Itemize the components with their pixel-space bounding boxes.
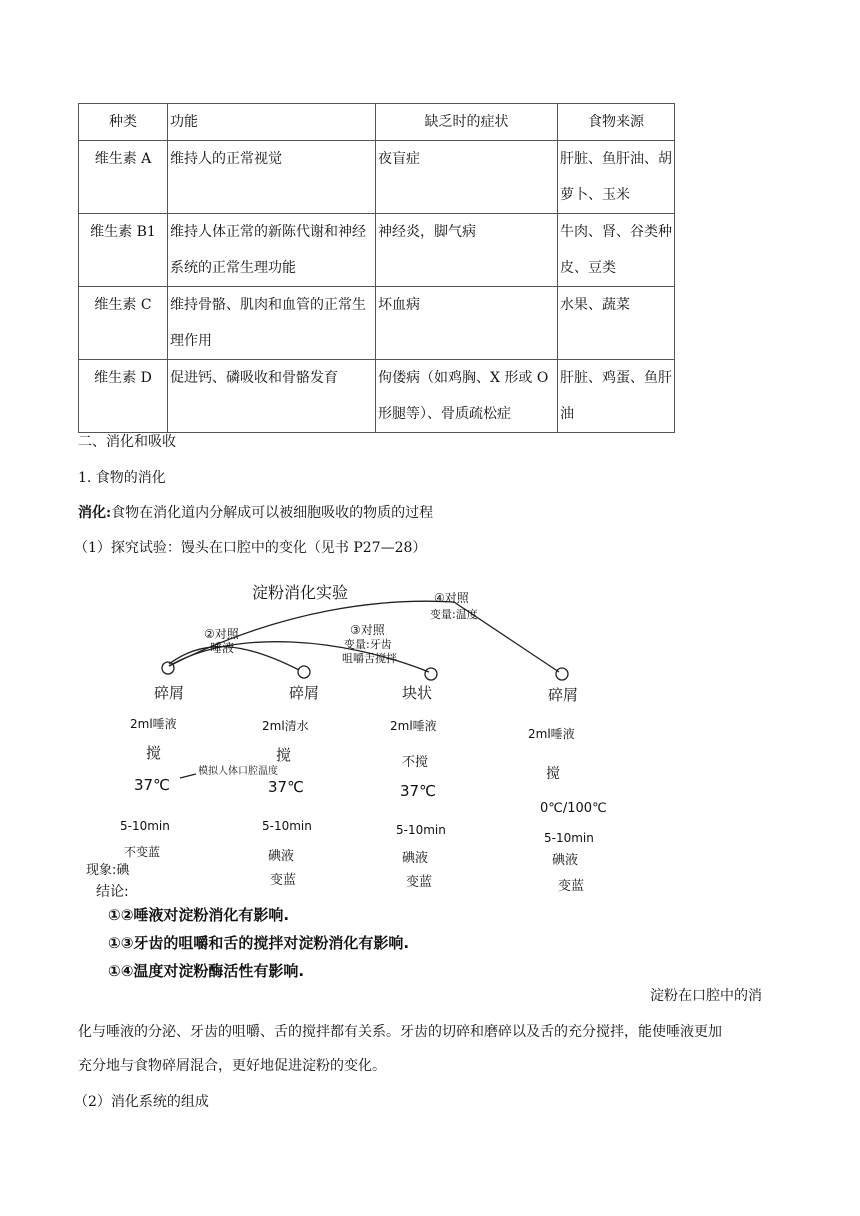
tube-1-liquid: 2ml唾液 <box>130 717 177 731</box>
conclusion-2: ①③牙齿的咀嚼和舌的搅拌对淀粉消化有影响. <box>108 934 410 952</box>
tube-2-temp: 37℃ <box>268 778 304 796</box>
cell-type: 维生素 B1 <box>79 214 168 287</box>
subsection-digestion: 1. 食物的消化 <box>78 470 166 486</box>
tube-2-iodine: 碘液 <box>268 849 295 864</box>
cell-type: 维生素 A <box>79 141 168 214</box>
tube-1-time: 5-10min <box>120 819 170 833</box>
tube-3-stir: 不搅 <box>402 755 429 770</box>
cell-type: 维生素 D <box>79 360 168 433</box>
header-function: 功能 <box>168 104 376 141</box>
tube-3-liquid: 2ml唾液 <box>390 719 437 733</box>
header-symptom: 缺乏时的症状 <box>376 104 558 141</box>
table-row <box>79 287 675 360</box>
phenomenon-label: 现象:碘 <box>86 863 130 878</box>
subsection-digestive-system: （2）消化系统的组成 <box>74 1094 209 1110</box>
vitamin-table <box>78 103 675 433</box>
conclusion-3: ①④温度对淀粉酶活性有影响. <box>108 962 305 980</box>
cell-source: 牛肉、肾、谷类种皮、豆类 <box>558 214 675 287</box>
cell-symptom: 坏血病 <box>376 287 558 360</box>
tube-4-result: 变蓝 <box>558 879 585 894</box>
tube-2-time: 5-10min <box>262 819 312 833</box>
tube-4-liquid: 2ml唾液 <box>528 727 575 741</box>
cell-function: 促进钙、磷吸收和骨骼发育 <box>168 360 376 433</box>
experiment-heading: （1）探究试验：馒头在口腔中的变化（见书 P27—28） <box>74 540 427 556</box>
starch-digestion-sketch <box>84 568 644 1000</box>
compare-label-b-var2: 咀嚼舌搅拌 <box>342 652 397 665</box>
conclusion-1: ①②唾液对淀粉消化有影响. <box>108 906 290 924</box>
table-row <box>79 214 675 287</box>
tube-1-form: 碎屑 <box>154 684 185 702</box>
mouth-temp-note: 模拟人体口腔温度 <box>198 766 278 777</box>
cell-function: 维持骨骼、肌肉和血管的正常生理作用 <box>168 287 376 360</box>
table-row <box>79 360 675 433</box>
paragraph-line-2: 充分地与食物碎屑混合，更好地促进淀粉的变化。 <box>78 1058 386 1074</box>
vitamin-table-container <box>78 103 674 433</box>
cell-source: 肝脏、鱼肝油、胡萝卜、玉米 <box>558 141 675 214</box>
tube-4-temp: 0℃/100℃ <box>540 801 607 816</box>
tube-3-result: 变蓝 <box>406 875 433 890</box>
cell-symptom: 夜盲症 <box>376 141 558 214</box>
caption-start: 淀粉在口腔中的消 <box>650 988 762 1004</box>
tube-3-time: 5-10min <box>396 823 446 837</box>
tube-3-form: 块状 <box>402 684 433 702</box>
compare-label-a: ②对照 <box>204 627 239 641</box>
paragraph-line-1: 化与唾液的分泌、牙齿的咀嚼、舌的搅拌都有关系。牙齿的切碎和磨碎以及舌的充分搅拌，能使唾液更加 <box>78 1024 722 1040</box>
tube-4-iodine: 碘液 <box>552 853 579 868</box>
compare-label-a-var: 唾液 <box>210 641 235 655</box>
cell-type: 维生素 C <box>79 287 168 360</box>
compare-label-c-var: 变量:温度 <box>430 608 478 621</box>
tube-3-temp: 37℃ <box>400 782 436 800</box>
cell-function: 维持人体正常的新陈代谢和神经系统的正常生理功能 <box>168 214 376 287</box>
tube-1-iodine: 不变蓝 <box>124 845 161 859</box>
cell-symptom: 神经炎，脚气病 <box>376 214 558 287</box>
definition-text: 食物在消化道内分解成可以被细胞吸收的物质的过程 <box>111 505 434 521</box>
table-row <box>79 141 675 214</box>
compare-label-b-var: 变量:牙齿 <box>344 638 392 651</box>
tube-2-stir: 搅 <box>276 746 292 764</box>
cell-function: 维持人的正常视觉 <box>168 141 376 214</box>
compare-label-b: ③对照 <box>350 623 385 637</box>
section-heading: 二、消化和吸收 <box>78 434 176 450</box>
compare-label-c: ④对照 <box>434 591 469 605</box>
tube-2-result: 变蓝 <box>270 873 297 888</box>
definition-label: 消化: <box>78 505 112 521</box>
definition-line <box>78 503 433 523</box>
tube-3-iodine: 碘液 <box>402 851 429 866</box>
header-source: 食物来源 <box>558 104 675 141</box>
cell-source: 肝脏、鸡蛋、鱼肝油 <box>558 360 675 433</box>
tube-4-stir: 搅 <box>546 766 560 782</box>
cell-symptom: 佝偻病（如鸡胸、X 形或 O 形腿等）、骨质疏松症 <box>376 360 558 433</box>
cell-source: 水果、蔬菜 <box>558 287 675 360</box>
tube-4-form: 碎屑 <box>548 686 579 704</box>
tube-1-temp: 37℃ <box>134 776 170 794</box>
tube-4-time: 5-10min <box>544 831 594 845</box>
sketch-title: 淀粉消化实验 <box>252 583 349 602</box>
conclusion-label: 结论: <box>96 884 129 900</box>
tube-1-stir: 搅 <box>146 744 162 762</box>
tube-2-liquid: 2ml清水 <box>262 719 309 733</box>
header-type: 种类 <box>79 104 168 141</box>
table-header-row <box>79 104 675 141</box>
tube-2-form: 碎屑 <box>289 684 320 702</box>
